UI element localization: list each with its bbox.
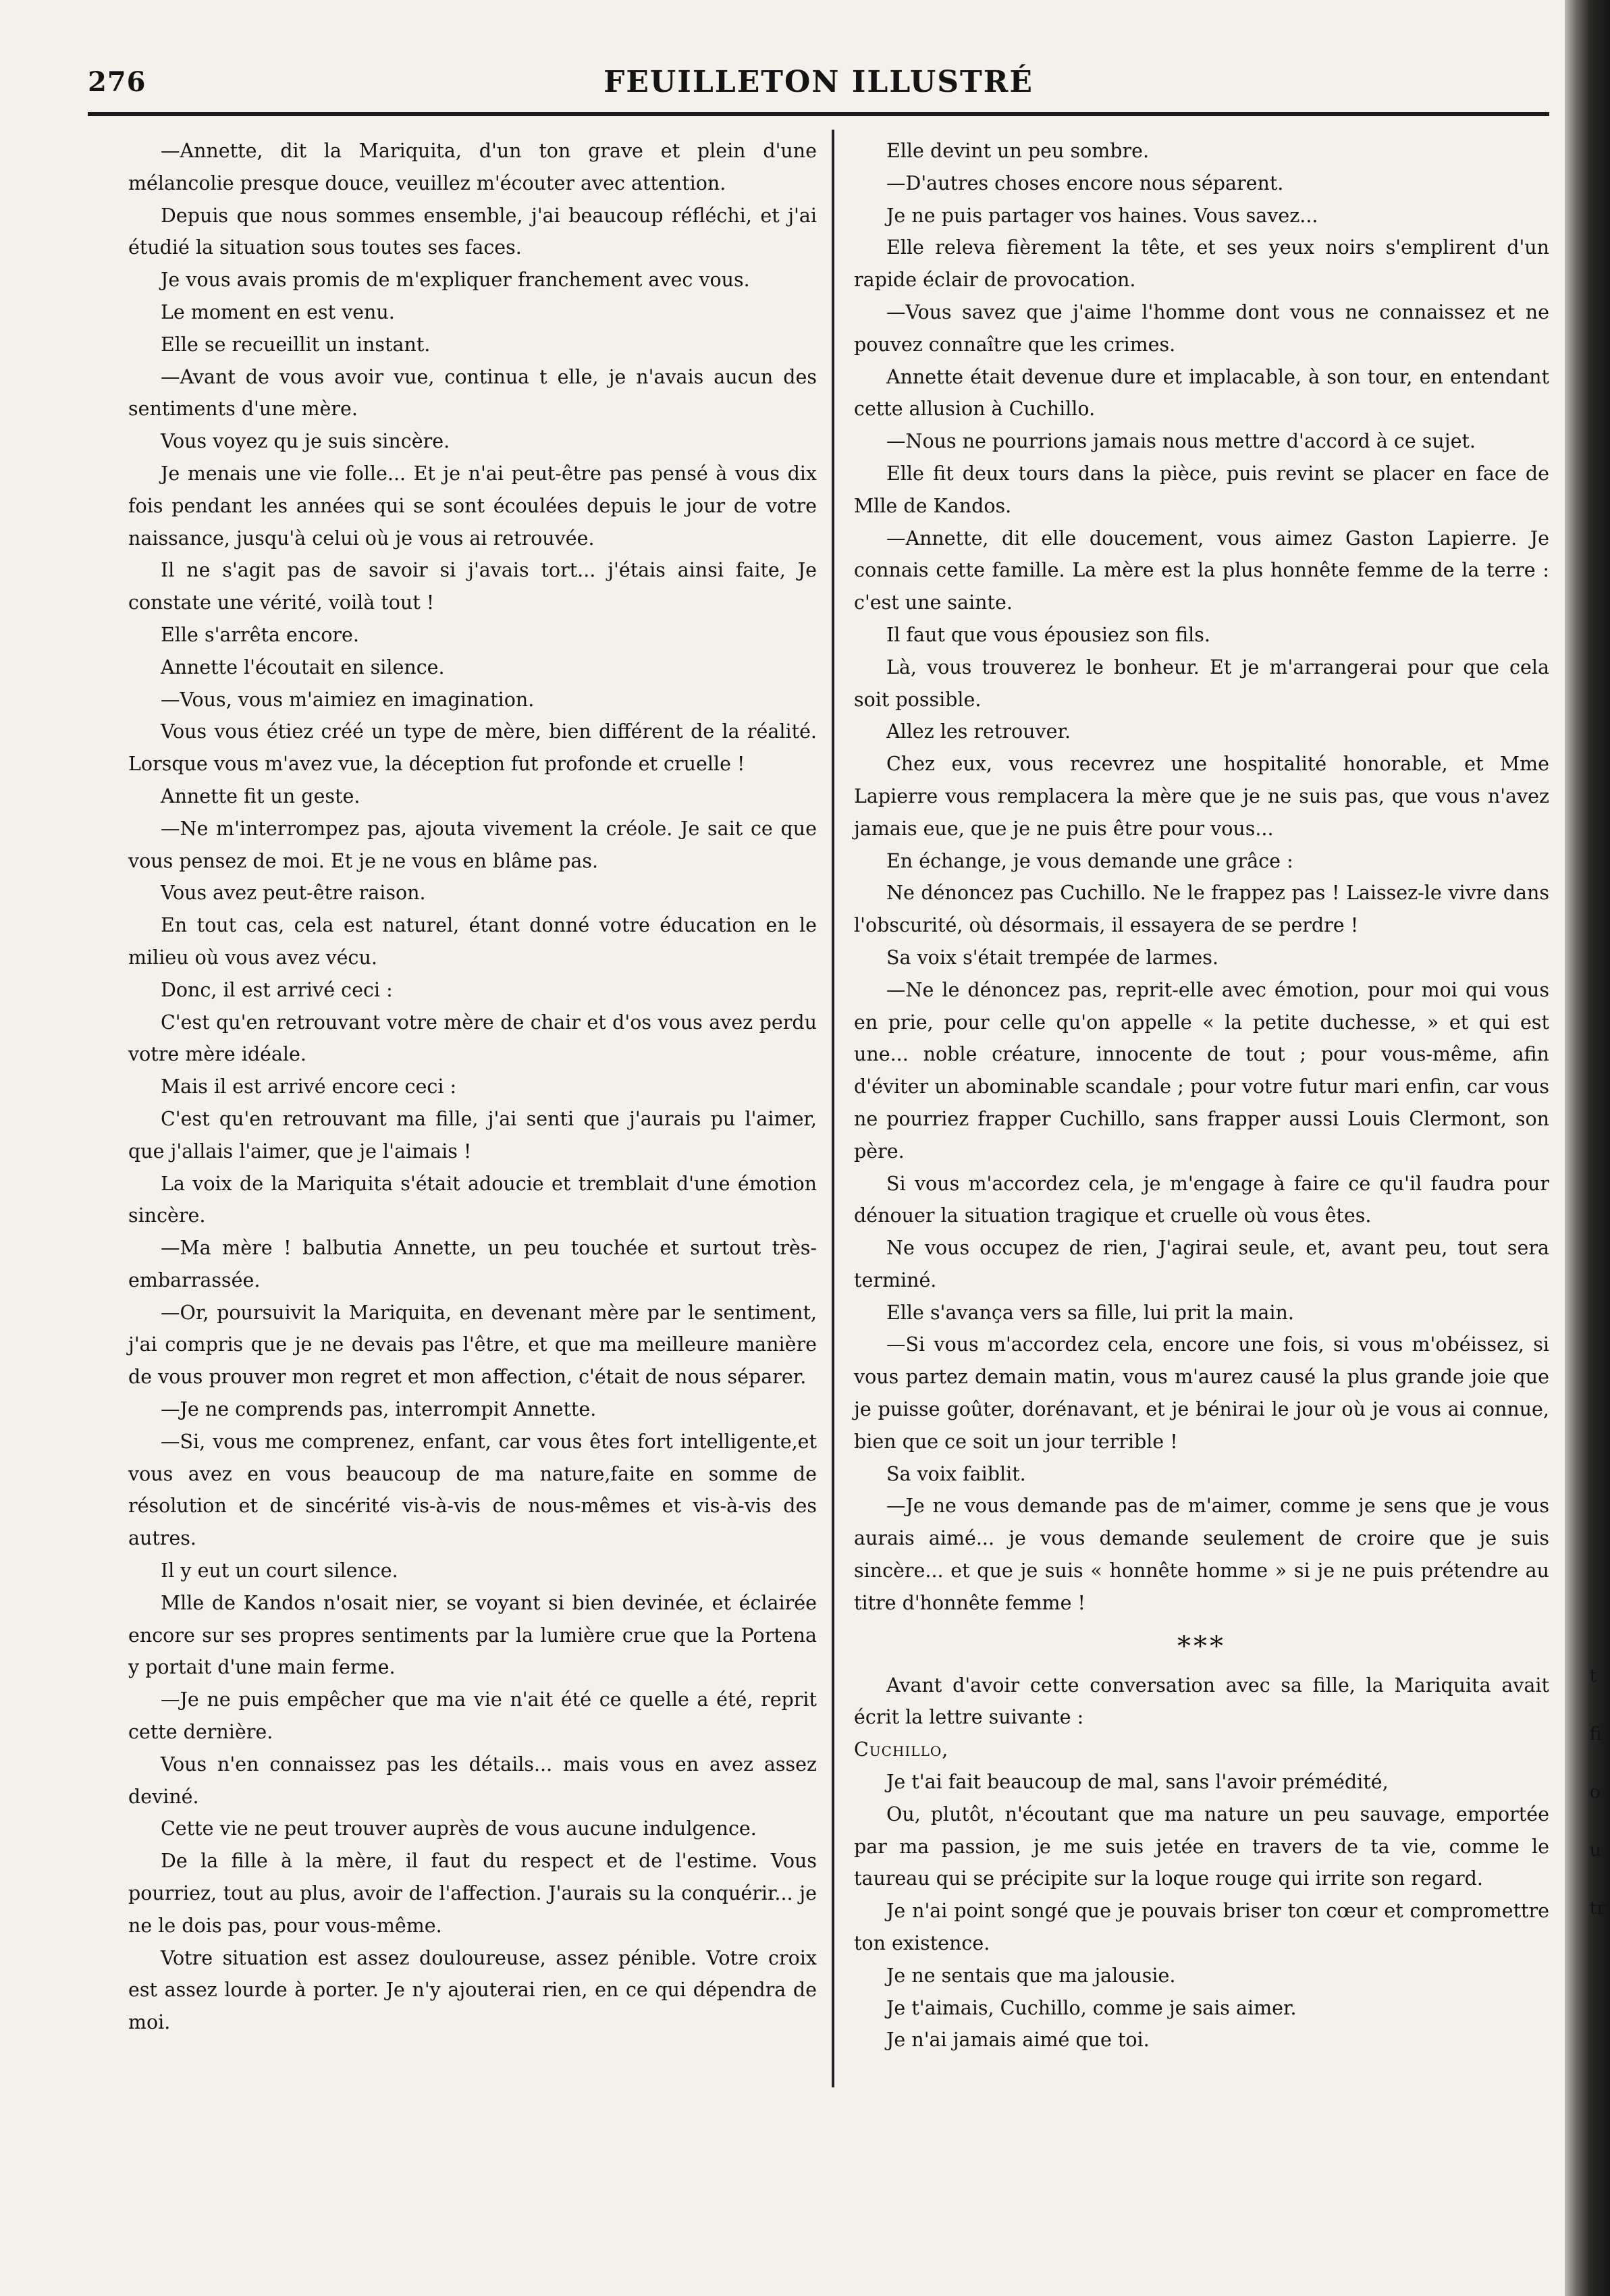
letter-paragraph: Je ne sentais que ma jalousie. (886, 1964, 1176, 1987)
running-title: FEUILLETON ILLUSTRÉ (603, 65, 1034, 99)
paragraph: Annette était devenue dure et implacable, à son tour, en entendant cette allusion à Cuchillo. (854, 365, 1549, 421)
paragraph: —Ne m'interrompez pas, ajouta vivement la créole. Je sait ce que vous pensez de moi. Et je ne vous en blâme pas. (128, 817, 817, 872)
paragraph: Le moment en est venu. (161, 300, 395, 323)
paragraph: Je menais une vie folle... Et je n'ai peut-être pas pensé à vous dix fois pendant les années qui se sont écoulées depuis le jour de votre naissance, jusqu'à celui où je vous ai retrouvée. (128, 462, 817, 550)
paragraph: —Annette, dit elle doucement, vous aimez Gaston Lapierre. Je connais cette famille. La mère est la plus honnête femme de la terre : c'est une sainte. (854, 527, 1549, 614)
paragraph: Il faut que vous épousiez son fils. (886, 623, 1210, 646)
paragraph: —D'autres choses encore nous séparent. (886, 171, 1284, 194)
paragraph: Elle s'arrêta encore. (161, 623, 359, 646)
paragraph: Ne dénoncez pas Cuchillo. Ne le frappez pas ! Laissez-le vivre dans l'obscurité, où désormais, il essayera de se perdre ! (854, 882, 1549, 937)
paragraph: Vous voyez qu je suis sincère. (161, 430, 450, 453)
paragraph: Vous vous étiez créé un type de mère, bien différent de la réalité. Lorsque vous m'avez vue, la déception fut profonde et cruelle ! (128, 720, 817, 776)
paragraph: —Ne le dénoncez pas, reprit-elle avec émotion, pour moi qui vous en prie, pour celle qu'on appelle « la petite duchesse, » et qui est une... noble créature, innocente de tout ; pour vous-même, afin d'éviter un abominable scandale ; pour votre futur mari enfin, car vous ne pourriez frapper Cuchillo, sans frapper aussi Louis Clermont, son père. (854, 978, 1549, 1163)
paragraph: Avant d'avoir cette conversation avec sa fille, la Mariquita avait écrit la lettre suivante : (854, 1674, 1549, 1729)
edge-fragment: u (1590, 1840, 1601, 1861)
paragraph: Il y eut un court silence. (161, 1559, 398, 1582)
column-divider (832, 130, 834, 2087)
paragraph: Elle fit deux tours dans la pièce, puis revint se placer en face de Mlle de Kandos. (854, 462, 1549, 517)
paragraph: Sa voix faiblit. (886, 1462, 1026, 1485)
paragraph: C'est qu'en retrouvant votre mère de chair et d'os vous avez perdu votre mère idéale. (128, 1011, 817, 1066)
paragraph: Je vous avais promis de m'expliquer franchement avec vous. (161, 269, 750, 292)
header-rule (88, 112, 1549, 116)
edge-fragment: t (1590, 1666, 1597, 1686)
edge-fragment: tr (1590, 1898, 1605, 1919)
section-break-asterism: *** (1177, 1630, 1226, 1662)
paragraph: Elle devint un peu sombre. (886, 140, 1150, 162)
paragraph: Ne vous occupez de rien, J'agirai seule, et, avant peu, tout sera terminé. (854, 1237, 1549, 1291)
paragraph: Depuis que nous sommes ensemble, j'ai beaucoup réfléchi, et j'ai étudié la situation sous toutes ses faces. (128, 204, 817, 259)
paragraph: Mlle de Kandos n'osait nier, se voyant si bien devinée, et éclairée encore sur ses propres sentiments par la lumière crue que la Portena y portait d'une main ferme. (128, 1591, 817, 1679)
paragraph: Si vous m'accordez cela, je m'engage à faire ce qu'il faudra pour dénouer la situation tragique et cruelle où vous êtes. (854, 1172, 1549, 1227)
paragraph: Elle s'avança vers sa fille, lui prit la main. (886, 1301, 1294, 1324)
paragraph: En tout cas, cela est naturel, étant donné votre éducation en le milieu où vous avez vécu. (128, 914, 817, 969)
paragraph: Elle se recueillit un instant. (161, 333, 431, 356)
paragraph: —Avant de vous avoir vue, continua t elle, je n'avais aucun des sentiments d'une mère. (128, 365, 817, 421)
letter-paragraph: Je n'ai jamais aimé que toi. (886, 2029, 1150, 2052)
paragraph: Annette l'écoutait en silence. (161, 656, 445, 678)
paragraph: Mais il est arrivé encore ceci : (161, 1075, 457, 1098)
paragraph: —Ma mère ! balbutia Annette, un peu touchée et surtout très-embarrassée. (128, 1237, 817, 1291)
paragraph: Allez les retrouver. (886, 720, 1071, 743)
letter-paragraph: Ou, plutôt, n'écoutant que ma nature un peu sauvage, emportée par ma passion, je me suis jetée en travers de ta vie, comme le taureau qui se précipite sur la loque rouge qui irrite son regard. (854, 1803, 1549, 1890)
paragraph: —Nous ne pourrions jamais nous mettre d'accord à ce sujet. (886, 430, 1476, 453)
paragraph: Annette fit un geste. (161, 784, 360, 807)
paragraph: Elle releva fièrement la tête, et ses yeux noirs s'emplirent d'un rapide éclair de provocation. (854, 236, 1549, 292)
page-number: 276 (88, 66, 146, 98)
paragraph: De la fille à la mère, il faut du respect et de l'estime. Vous pourriez, tout au plus, avoir de l'affection. J'aurais su la conquérir... je ne le dois pas, pour vous-même. (128, 1850, 817, 1937)
paragraph: Je ne puis partager vos haines. Vous savez... (886, 204, 1318, 227)
paragraph: Là, vous trouverez le bonheur. Et je m'arrangerai pour que cela soit possible. (854, 656, 1549, 711)
paragraph: Chez eux, vous recevrez une hospitalité honorable, et Mme Lapierre vous remplacera la mère que je ne suis pas, que vous n'avez jamais eue, que je ne puis être pour vous... (854, 753, 1549, 840)
letter-paragraph: Je t'aimais, Cuchillo, comme je sais aimer. (886, 1996, 1297, 2019)
paragraph: C'est qu'en retrouvant ma fille, j'ai senti que j'aurais pu l'aimer, que j'allais l'aimer, que je l'aimais ! (128, 1107, 817, 1163)
letter-paragraph: Je t'ai fait beaucoup de mal, sans l'avoir prémédité, (886, 1771, 1389, 1794)
paragraph: —Si vous m'accordez cela, encore une fois, si vous m'obéissez, si vous partez demain matin, vous m'aurez causé la plus grande joie que je puisse goûter, dorénavant, et je bénirai le jour où je vous ai connue, bien que ce soit un jour terrible ! (854, 1333, 1549, 1453)
paragraph: —Vous, vous m'aimiez en imagination. (161, 688, 535, 711)
paragraph: Il ne s'agit pas de savoir si j'avais tort... j'étais ainsi faite, Je constate une vérité, voilà tout ! (128, 559, 817, 614)
paragraph: Donc, il est arrivé ceci : (161, 978, 393, 1001)
letter-paragraph: Je n'ai point songé que je pouvais briser ton cœur et compromettre ton existence. (854, 1900, 1549, 1955)
paragraph: —Si, vous me comprenez, enfant, car vous êtes fort intelligente,et vous avez en vous beaucoup de ma nature,faite en somme de résolution et de sincérité vis-à-vis de nous-mêmes et vis-à-vis des autres. (128, 1430, 817, 1550)
paragraph: Votre situation est assez douloureuse, assez pénible. Votre croix est assez lourde à porter. Je n'y ajouterai rien, en ce qui dépendra de moi. (128, 1946, 817, 2034)
paragraph: Vous avez peut-être raison. (161, 882, 426, 905)
paragraph: —Je ne puis empêcher que ma vie n'ait été ce quelle a été, reprit cette dernière. (128, 1688, 817, 1744)
paragraph: —Vous savez que j'aime l'homme dont vous ne connaissez et ne pouvez connaître que les crimes. (854, 300, 1549, 356)
letter-salutation: Cuchillo, (854, 1738, 949, 1761)
paragraph: —Je ne comprends pas, interrompit Annette. (161, 1398, 597, 1421)
right-column (854, 135, 1549, 2056)
paragraph: Sa voix s'était trempée de larmes. (886, 946, 1218, 969)
paragraph: —Or, poursuivit la Mariquita, en devenant mère par le sentiment, j'ai compris que je ne devais pas l'être, et que ma meilleure manière de vous prouver mon regret et mon affection, c'était de nous séparer. (128, 1301, 817, 1389)
paragraph: En échange, je vous demande une grâce : (886, 849, 1293, 872)
binding-edge-shadow (1565, 0, 1610, 2296)
paragraph: —Annette, dit la Mariquita, d'un ton grave et plein d'une mélancolie presque douce, veuillez m'écouter avec attention. (128, 140, 817, 194)
paragraph: Cette vie ne peut trouver auprès de vous aucune indulgence. (161, 1817, 757, 1840)
page-header (88, 61, 1549, 108)
edge-fragments (1590, 1647, 1610, 1938)
paragraph: La voix de la Mariquita s'était adoucie et tremblait d'une émotion sincère. (128, 1172, 817, 1227)
paragraph: —Je ne vous demande pas de m'aimer, comme je sens que je vous aurais aimé... je vous demande seulement de croire que je suis sincère... et que je suis « honnête homme » si je ne puis prétendre au titre d'honnête femme ! (854, 1495, 1549, 1614)
edge-fragment: fi (1590, 1724, 1602, 1744)
edge-fragment: o (1590, 1782, 1601, 1803)
paragraph: Vous n'en connaissez pas les détails... mais vous en avez assez deviné. (128, 1753, 817, 1808)
left-column (128, 135, 817, 2039)
